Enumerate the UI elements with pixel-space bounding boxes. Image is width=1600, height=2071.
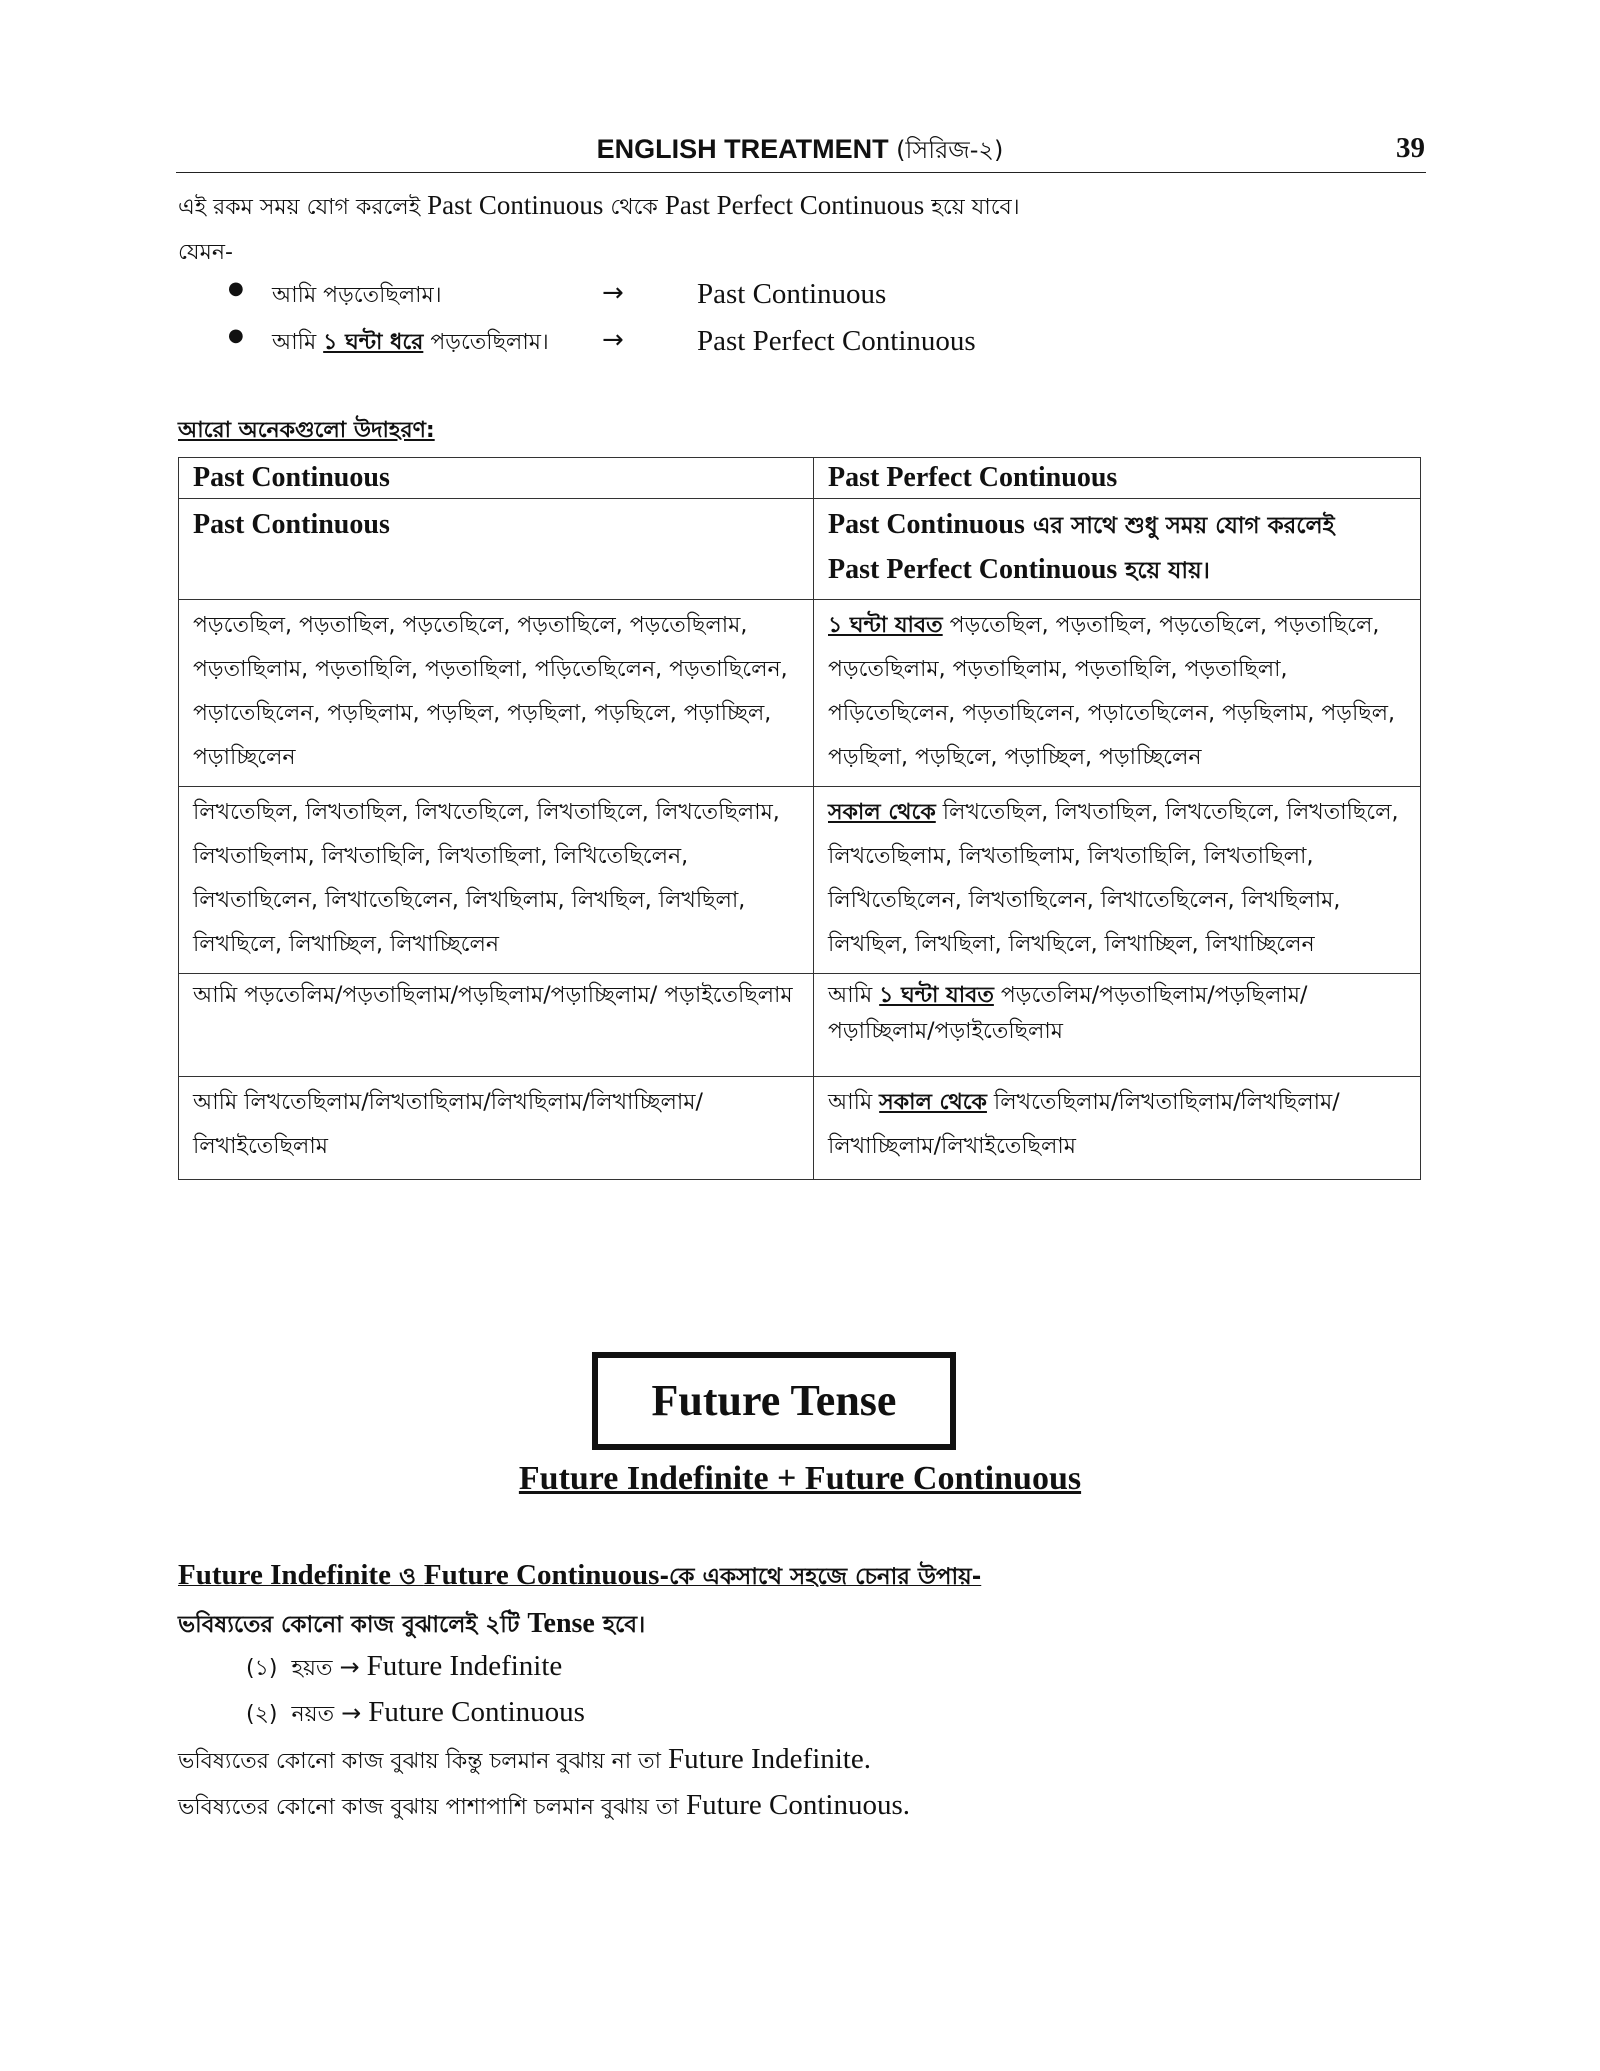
bullet-bangla: আমি ১ ঘন্টা ধরে পড়তেছিলাম। bbox=[272, 330, 549, 355]
table-row bbox=[179, 787, 1421, 974]
table-cell: আমি সকাল থেকে লিখতেছিলাম/লিখতাছিলাম/লিখছিলাম/ লিখাচ্ছিলাম/লিখাইতেছিলাম bbox=[814, 1077, 1421, 1180]
arrow-icon: → bbox=[602, 278, 624, 308]
page-number: 39 bbox=[1396, 132, 1425, 164]
bullet-item bbox=[0, 325, 1600, 365]
future-tense-title-box: Future Tense bbox=[592, 1352, 956, 1450]
intro-term-1: Past Continuous bbox=[427, 190, 604, 220]
bullet-tense: Past Continuous bbox=[697, 278, 887, 310]
arrow-icon: → bbox=[341, 1699, 362, 1727]
table-row bbox=[179, 1077, 1421, 1180]
running-header bbox=[0, 132, 1600, 172]
future-subtitle: Future Indefinite + Future Continuous bbox=[518, 1460, 1082, 1497]
bullet-dot-icon: ● bbox=[228, 278, 244, 299]
header-title: ENGLISH TREATMENT bbox=[596, 134, 889, 164]
column-header: Past Perfect Continuous bbox=[814, 458, 1421, 499]
future-indefinite-rule: ভবিষ্যতের কোনো কাজ বুঝায় কিন্তু চলমান বুঝায় না তা Future Indefinite. bbox=[178, 1743, 871, 1775]
bullet-dot-icon: ● bbox=[228, 325, 244, 346]
subheader-left: Past Continuous bbox=[179, 499, 814, 600]
subheader-right: Past Continuous এর সাথে শুধু সময় যোগ করলেই Past Perfect Continuous হয়ে যায়। bbox=[814, 499, 1421, 600]
table-cell: সকাল থেকে লিখতেছিল, লিখতাছিল, লিখতেছিলে, লিখতাছিলে, লিখতেছিলাম, লিখতাছিলাম, লিখতাছিলি, লিখতাছিলা, লিখিতেছিলেন, লিখতাছিলেন, লিখাতেছিলেন, লিখছিলাম, লিখছিল, লিখছিলা, লিখছিলে, লিখাচ্ছিল, লিখাচ্ছিলেন bbox=[814, 787, 1421, 974]
table-header-row bbox=[179, 458, 1421, 499]
table-row bbox=[179, 974, 1421, 1077]
header-rule bbox=[176, 172, 1426, 173]
future-continuous-rule: ভবিষ্যতের কোনো কাজ বুঝায় পাশাপাশি চলমান বুঝায় তা Future Continuous. bbox=[178, 1789, 910, 1821]
examples-heading: আরো অনেকগুলো উদাহরণ: bbox=[178, 418, 435, 443]
table-cell: আমি ১ ঘন্টা যাবত পড়তেলিম/পড়তাছিলাম/পড়ছিলাম/ পড়াচ্ছিলাম/পড়াইতেছিলাম bbox=[814, 974, 1421, 1077]
two-tense-note: ভবিষ্যতের কোনো কাজ বুঝালেই ২টি Tense হবে। bbox=[178, 1608, 646, 1639]
intro-line bbox=[178, 190, 1020, 227]
time-phrase: সকাল থেকে bbox=[828, 800, 936, 825]
time-phrase: ১ ঘন্টা যাবত bbox=[879, 983, 994, 1008]
intro-term-2: Past Perfect Continuous bbox=[664, 190, 925, 220]
time-phrase: সকাল থেকে bbox=[879, 1090, 987, 1115]
example-label: যেমন- bbox=[178, 240, 233, 265]
table-cell: আমি লিখতেছিলাম/লিখতাছিলাম/লিখছিলাম/লিখাচ্ছিলাম/ লিখাইতেছিলাম bbox=[179, 1077, 814, 1180]
bullet-bangla: আমি পড়তেছিলাম। bbox=[272, 283, 442, 308]
intro-text-1: এই রকম সময় যোগ করলেই bbox=[178, 195, 428, 220]
table-cell: আমি পড়তেলিম/পড়তাছিলাম/পড়ছিলাম/পড়াচ্ছিলাম/ পড়াইতেছিলাম bbox=[179, 974, 814, 1077]
intro-text-2: থেকে bbox=[603, 195, 665, 220]
header-series: (সিরিজ-২) bbox=[896, 136, 1004, 164]
bullet-item bbox=[0, 278, 1600, 318]
table-cell: পড়তেছিল, পড়তাছিল, পড়তেছিলে, পড়তাছিলে, পড়তেছিলাম, পড়তাছিলাম, পড়তাছিলি, পড়তাছিলা, পড়িতেছিলেন, পড়তাছিলেন, পড়াতেছিলেন, পড়ছিলাম, পড়ছিল, পড়ছিলা, পড়ছিলে, পড়াচ্ছিল, পড়াচ্ছিলেন bbox=[179, 600, 814, 787]
arrow-icon: → bbox=[339, 1653, 360, 1681]
numbered-item: (২) নয়ত → Future Continuous bbox=[246, 1696, 585, 1728]
numbered-item: (১) হয়ত → Future Indefinite bbox=[246, 1650, 563, 1682]
arrow-icon: → bbox=[602, 325, 624, 355]
column-header: Past Continuous bbox=[179, 458, 814, 499]
table-cell: লিখতেছিল, লিখতাছিল, লিখতেছিলে, লিখতাছিলে, লিখতেছিলাম, লিখতাছিলাম, লিখতাছিলি, লিখতাছিলা, লিখিতেছিলেন, লিখতাছিলেন, লিখাতেছিলেন, লিখছিলাম, লিখছিল, লিখছিলা, লিখছিলে, লিখাচ্ছিল, লিখাচ্ছিলেন bbox=[179, 787, 814, 974]
table-cell: ১ ঘন্টা যাবত পড়তেছিল, পড়তাছিল, পড়তেছিলে, পড়তাছিলে, পড়তেছিলাম, পড়তাছিলাম, পড়তাছিলি, পড়তাছিলা, পড়িতেছিলেন, পড়তাছিলেন, পড়াতেছিলেন, পড়ছিলাম, পড়ছিল, পড়ছিলা, পড়ছিলে, পড়াচ্ছিল, পড়াচ্ছিলেন bbox=[814, 600, 1421, 787]
bullet-tense: Past Perfect Continuous bbox=[697, 325, 976, 357]
time-phrase: ১ ঘন্টা যাবত bbox=[828, 613, 943, 638]
intro-text-3: হয়ে যাবে। bbox=[924, 195, 1020, 220]
table-subheader-row bbox=[179, 499, 1421, 600]
identification-heading: Future Indefinite ও Future Continuous-কে একসাথে সহজে চেনার উপায়- bbox=[178, 1559, 982, 1591]
table-row bbox=[179, 600, 1421, 787]
tense-comparison-table bbox=[178, 457, 1421, 1180]
